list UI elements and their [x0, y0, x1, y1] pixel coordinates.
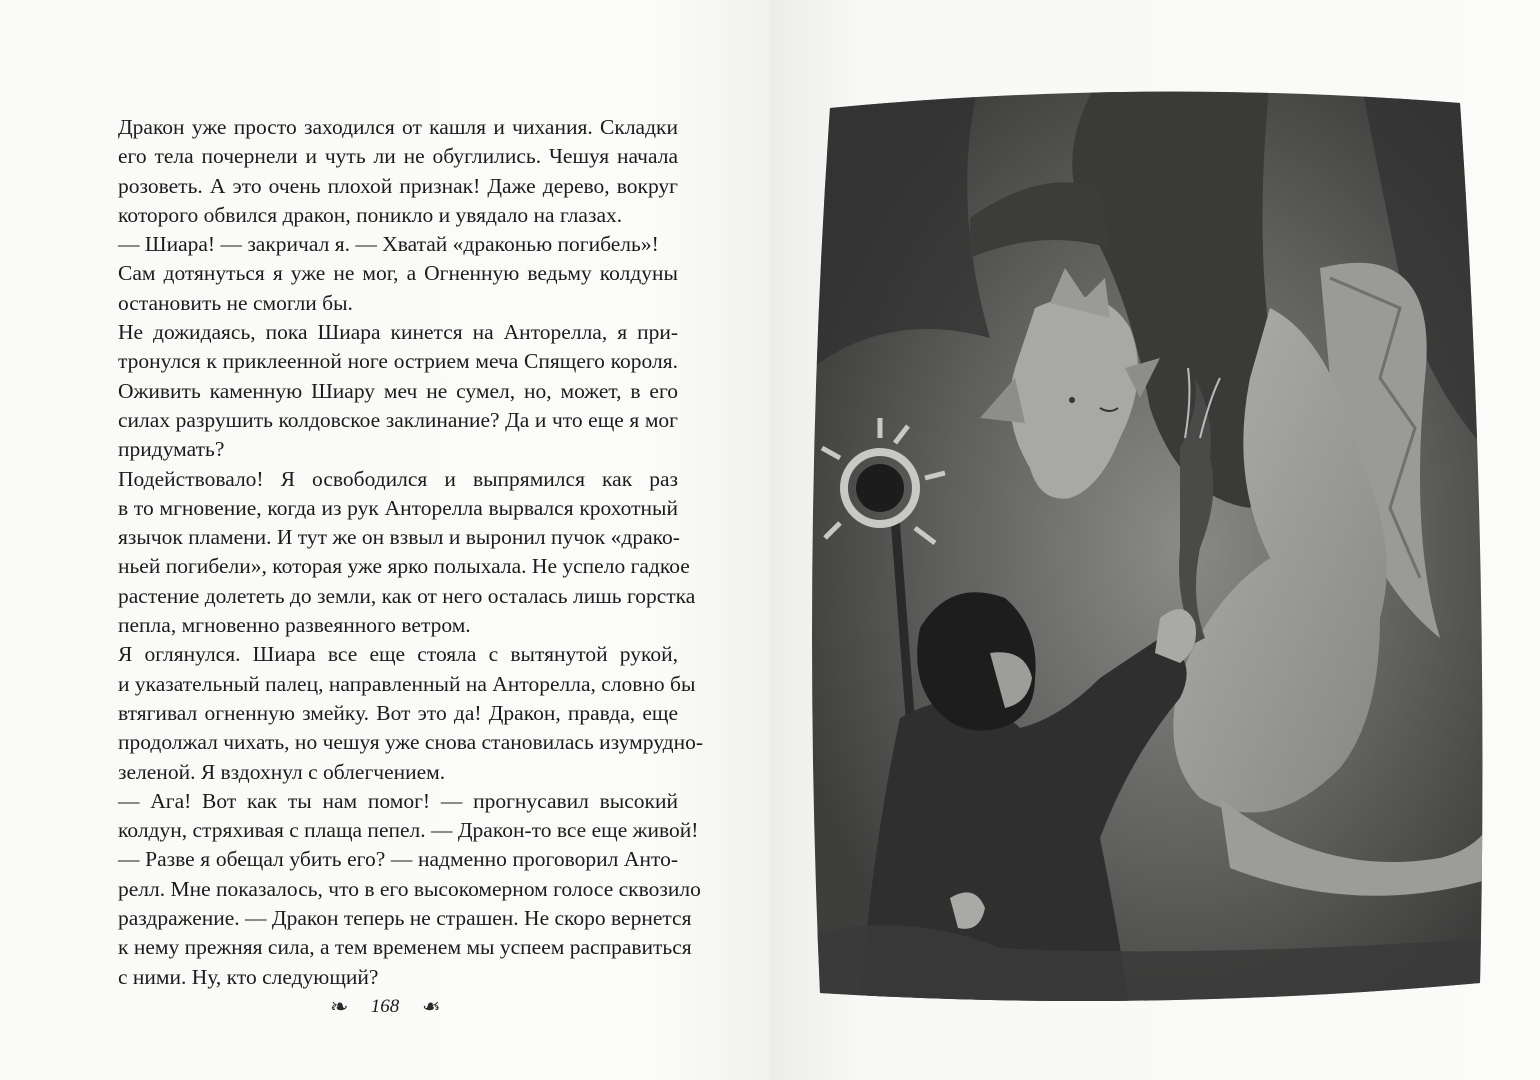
text-line: Оживить каменную Шиару меч не сумел, но, может, в его [118, 378, 678, 403]
ornament-right-icon: ❧ [421, 994, 440, 1019]
text-line: — Разве я обещал убить его? — надменно проговорил Анто- [118, 847, 678, 872]
text-line: тронулся к приклеенной ноге острием меча Спящего короля. [118, 349, 678, 374]
text-line: остановить не смогли бы. [118, 290, 353, 315]
text-line: ньей погибели», которая уже ярко полыхала. Не успело гадкое [118, 554, 690, 579]
text-line: и указательный палец, направленный на Анторелла, словно бы [118, 671, 696, 696]
text-line: язычок пламени. И тут же он взвыл и выронил пучок «драко- [118, 525, 680, 550]
text-line: в то мгновение, когда из рук Анторелла вырвался крохотный [118, 495, 678, 520]
text-line: растение долететь до земли, как от него осталась лишь горстка [118, 583, 696, 608]
text-line: втягивал огненную змейку. Вот это да! Дракон, правда, еще [118, 700, 678, 725]
text-line: — Шиара! — закричал я. — Хватай «драконью погибель»! [118, 232, 659, 257]
text-line: к нему прежняя сила, а тем временем мы успеем расправиться [118, 935, 692, 960]
text-line: силах разрушить колдовское заклинание? Да и что еще я мог [118, 407, 678, 432]
text-line: Я оглянулся. Шиара все еще стояла с вытянутой рукой, [118, 642, 678, 667]
text-line: Сам дотянуться я уже не мог, а Огненную ведьму колдуны [118, 261, 678, 286]
text-line: его тела почернели и чуть ли не обуглились. Чешуя начала [118, 144, 678, 169]
text-line: с ними. Ну, кто следующий? [118, 964, 379, 989]
text-line: Не дожидаясь, пока Шиара кинется на Анторелла, я при- [118, 320, 678, 345]
dragon-wizard-illustration [800, 78, 1493, 1013]
text-line: — Ага! Вот как ты нам помог! — прогнусавил высокий [118, 788, 678, 813]
text-line: Дракон уже просто заходился от кашля и чихания. Складки [118, 115, 678, 139]
text-line: раздражение. — Дракон теперь не страшен. Не скоро вернется [118, 906, 692, 931]
text-line: Подействовало! Я освободился и выпрямился как раз [118, 466, 678, 491]
text-line: зеленой. Я вздохнул с облегчением. [118, 759, 446, 784]
text-line: продолжал чихать, но чешуя уже снова становилась изумрудно- [118, 730, 703, 755]
page-number: 168 [370, 996, 400, 1017]
text-line: колдун, стряхивая с плаща пепел. — Дракон-то все еще живой! [118, 818, 699, 843]
text-line: розоветь. А это очень плохой признак! Даже дерево, вокруг [118, 173, 678, 198]
page-footer [330, 994, 440, 1020]
text-line: релл. Мне показалось, что в его высокомерном голосе сквозило [118, 876, 701, 901]
text-line: которого обвился дракон, поникло и увядало на глазах. [118, 202, 623, 227]
body-text [118, 113, 703, 992]
text-line: придумать? [118, 437, 225, 462]
text-line: пепла, мгновенно развеянного ветром. [118, 613, 471, 638]
ornament-left-icon: ❧ [330, 994, 349, 1019]
